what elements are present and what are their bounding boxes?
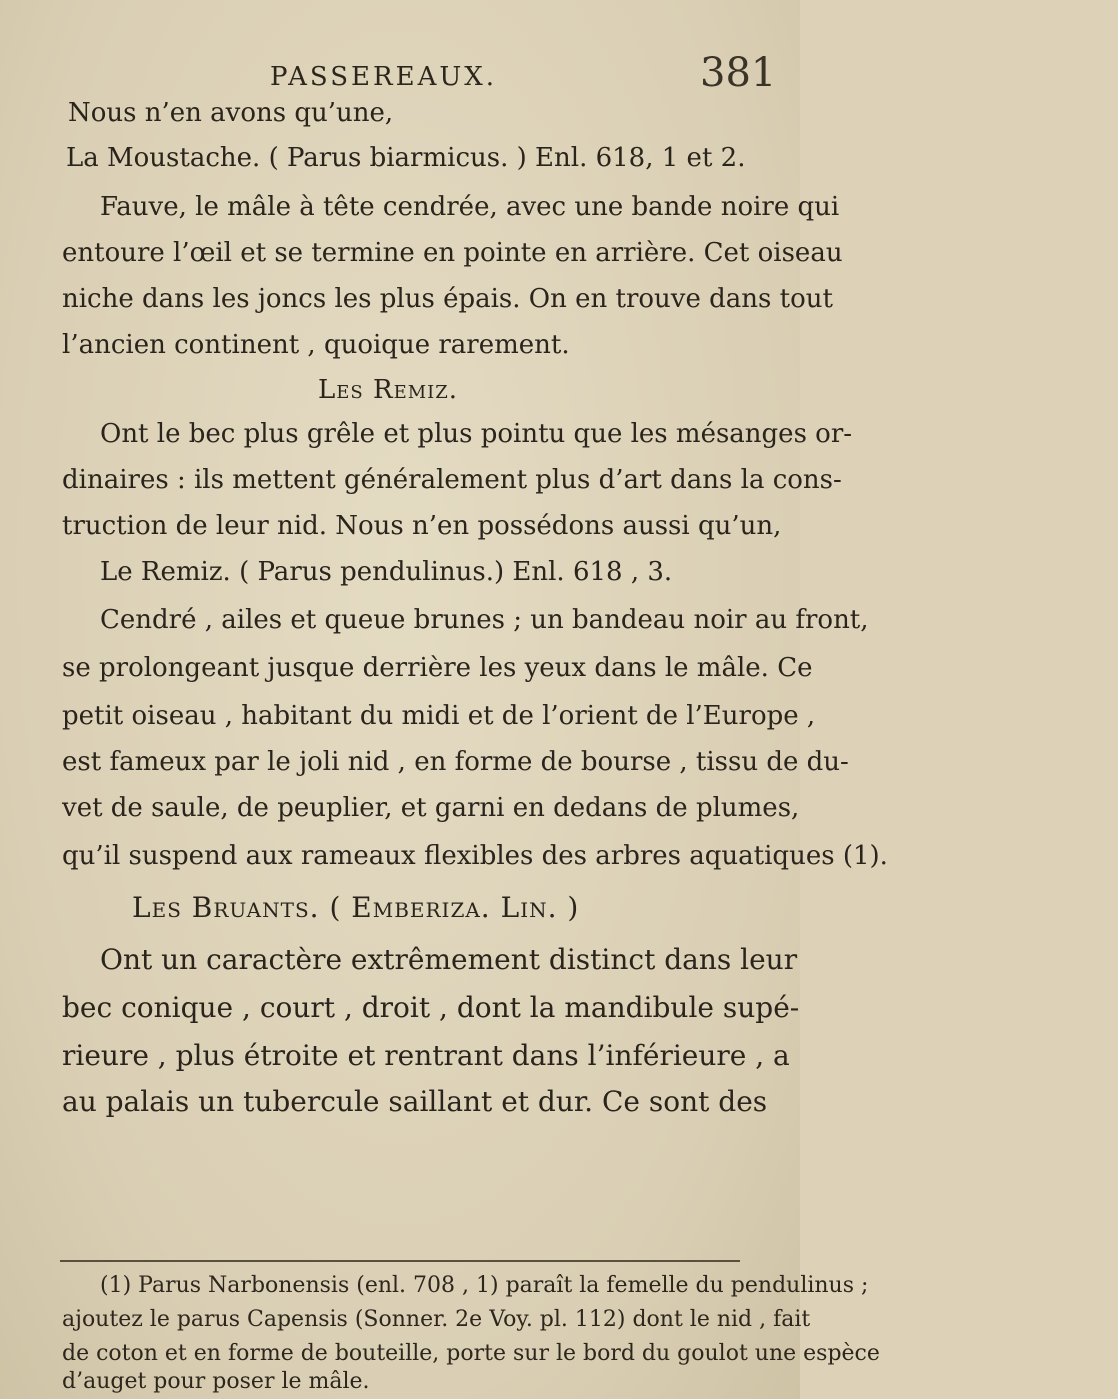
text-line: petit oiseau , habitant du midi et de l’orient de l’Europe , (62, 701, 816, 731)
footnote-line: d’auget pour poser le mâle. (62, 1369, 370, 1394)
genus-heading: Les Bruants. ( Emberiza. Lin. ) (132, 891, 580, 924)
footnote-line: (1) Parus Narbonensis (enl. 708 , 1) paraît la femelle du pendulinus ; (100, 1273, 869, 1298)
genus-heading: Les Remiz. (318, 375, 459, 405)
text-line: Cendré , ailes et queue brunes ; un bandeau noir au front, (100, 605, 869, 635)
page-number: 381 (700, 50, 777, 96)
text-line: dinaires : ils mettent généralement plus d’art dans la cons- (62, 465, 842, 495)
footnote-rule (60, 1260, 740, 1262)
text-line: qu’il suspend aux rameaux flexibles des arbres aquatiques (1). (62, 841, 888, 871)
text-line: Nous n’en avons qu’une, (68, 98, 394, 128)
text-line: niche dans les joncs les plus épais. On en trouve dans tout (62, 284, 833, 314)
text-line: Fauve, le mâle à tête cendrée, avec une bande noire qui (100, 192, 840, 222)
species-heading: Le Remiz. ( Parus pendulinus.) Enl. 618 , 3. (100, 557, 673, 587)
text-line: Ont un caractère extrêmement distinct dans leur (100, 943, 798, 976)
text-line: rieure , plus étroite et rentrant dans l’inférieure , a (62, 1039, 790, 1072)
text-line: vet de saule, de peuplier, et garni en dedans de plumes, (62, 793, 800, 823)
footnote-line: de coton et en forme de bouteille, porte sur le bord du goulot une espèce (62, 1341, 880, 1366)
running-head: PASSEREAUX. (270, 62, 498, 92)
text-line: Ont le bec plus grêle et plus pointu que les mésanges or- (100, 419, 853, 449)
text-line: bec conique , court , droit , dont la mandibule supé- (62, 991, 800, 1024)
footnote-line: ajoutez le parus Capensis (Sonner. 2e Voy. pl. 112) dont le nid , fait (62, 1307, 811, 1332)
text-line: se prolongeant jusque derrière les yeux dans le mâle. Ce (62, 653, 813, 683)
text-line: entoure l’œil et se termine en pointe en arrière. Cet oiseau (62, 238, 843, 268)
text-line: est fameux par le joli nid , en forme de bourse , tissu de du- (62, 747, 849, 777)
page-header (0, 50, 800, 100)
species-heading: La Moustache. ( Parus biarmicus. ) Enl. 618, 1 et 2. (66, 143, 746, 173)
text-line: truction de leur nid. Nous n’en possédons aussi qu’un, (62, 511, 782, 541)
text-line: l’ancien continent , quoique rarement. (62, 330, 570, 360)
text-line: au palais un tubercule saillant et dur. Ce sont des (62, 1085, 768, 1118)
